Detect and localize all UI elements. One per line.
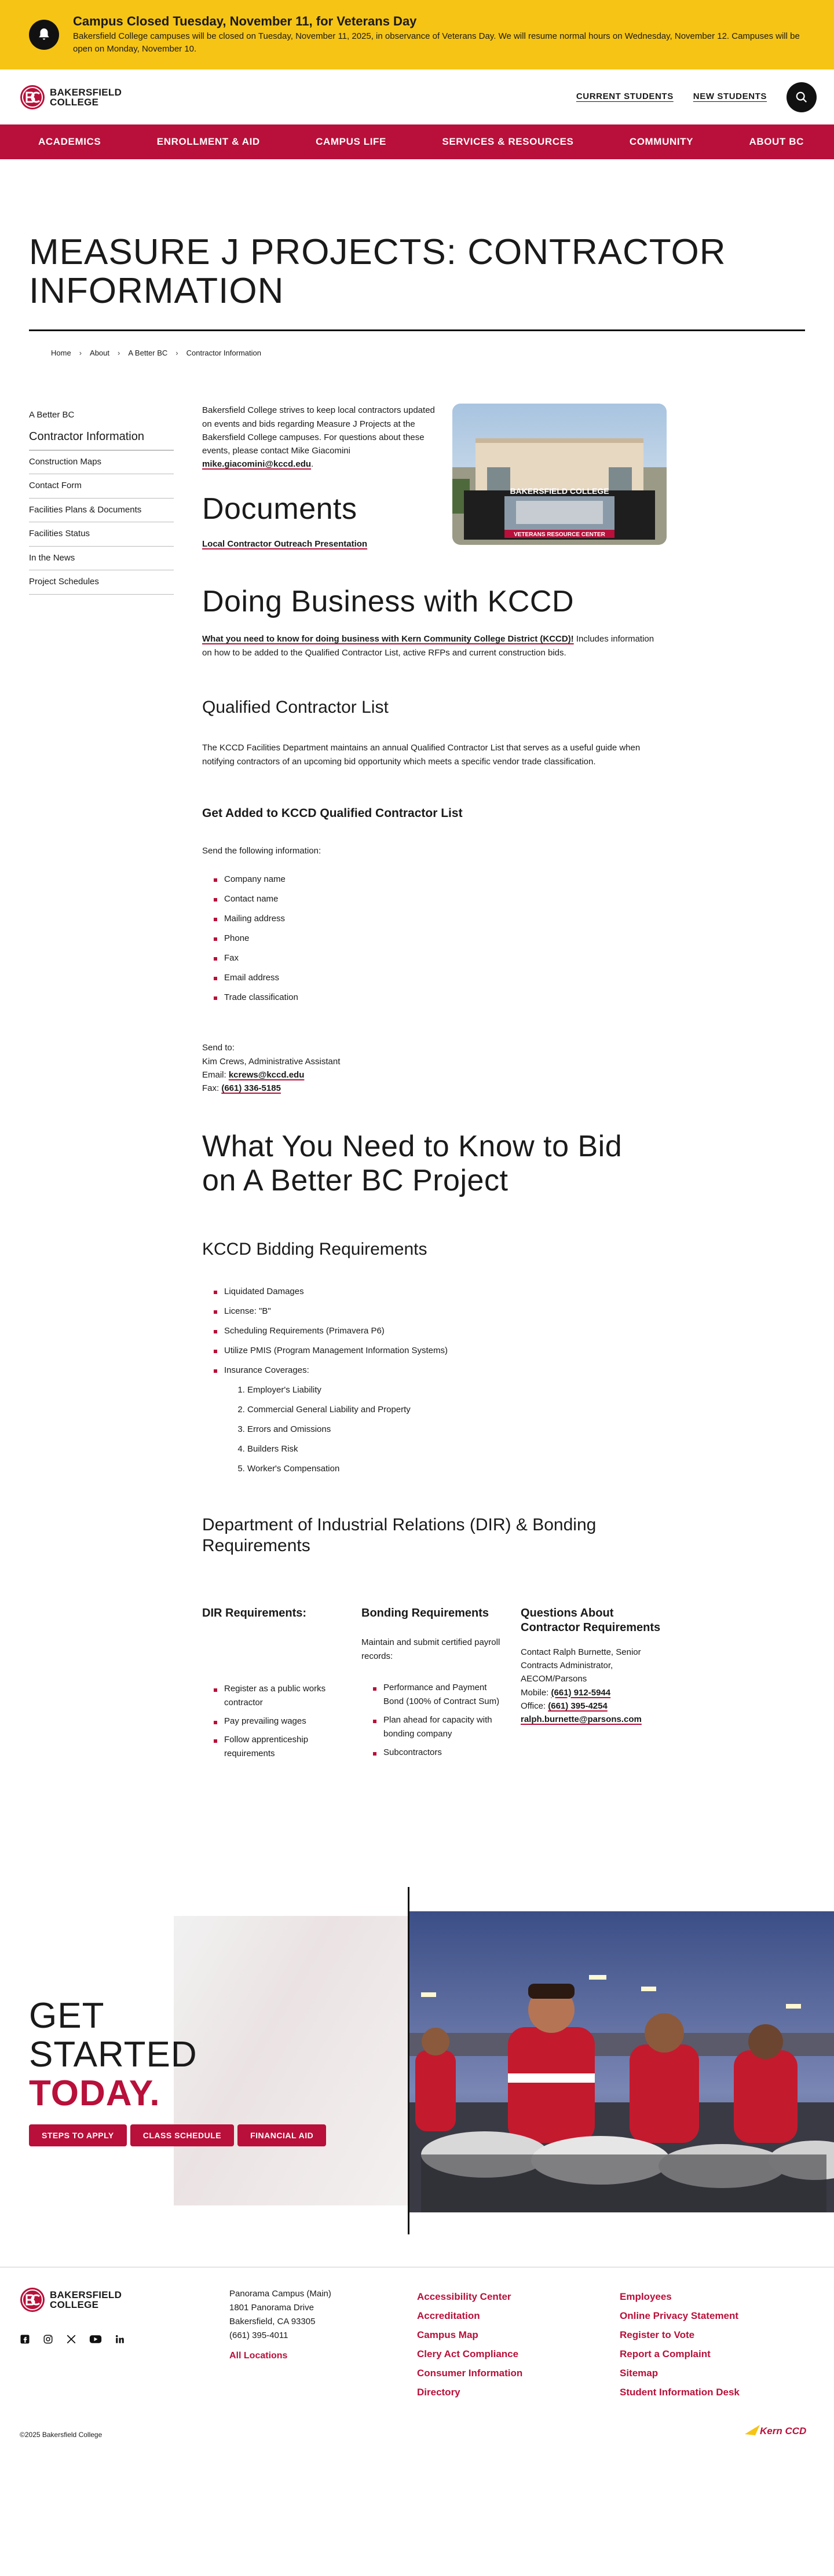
contact-email-link[interactable]: mike.giacomini@kccd.edu [202,459,312,470]
list-item: Scheduling Requirements (Primavera P6) [202,1321,665,1341]
blurred-background-image [174,1916,408,2205]
kcrews-email-link[interactable]: kcrews@kccd.edu [228,1069,305,1080]
footer-link[interactable]: Accreditation [417,2310,480,2322]
nav-campus-life[interactable]: CAMPUS LIFE [316,136,386,148]
doing-business-link[interactable]: What you need to know for doing business with Kern Community College District (KCCD)! [202,634,574,644]
logo-line-2: COLLEGE [50,96,99,108]
footer-link[interactable]: Campus Map [417,2329,478,2341]
veterans-center-photo [452,404,667,545]
documents-heading: Documents [202,492,357,526]
all-locations-link[interactable]: All Locations [229,2351,288,2361]
svg-text:Kern CCD: Kern CCD [760,2425,807,2437]
current-students-link[interactable]: CURRENT STUDENTS [576,91,674,102]
outreach-presentation-link[interactable]: Local Contractor Outreach Presentation [202,538,368,549]
dir-requirements-column [202,1606,361,1763]
dir-heading: Department of Industrial Relations (DIR) & Bonding Requirements [202,1515,597,1555]
bidding-requirements-heading: KCCD Bidding Requirements [202,1239,427,1259]
fax-link[interactable]: (661) 336-5185 [221,1083,281,1094]
sidenav-item-facilities-plans[interactable]: Facilities Plans & Documents [29,499,174,523]
nav-community[interactable]: COMMUNITY [629,136,694,148]
list-item: Subcontractors [361,1743,504,1762]
chevron-right-icon: › [118,348,120,357]
list-item: Fax [202,948,665,968]
logo-line-1: BAKERSFIELD [50,86,122,98]
page-title: MEASURE J PROJECTS: CONTRACTOR INFORMATION [29,232,726,311]
insurance-list [202,1380,665,1479]
footer-link[interactable]: Employees [620,2291,672,2303]
breadcrumb-home[interactable]: Home [51,348,71,357]
breadcrumb [0,331,834,359]
doing-business-heading: Doing Business with KCCD [202,584,575,618]
cta-buttons [29,2124,326,2146]
bidding-requirements-list [202,1282,665,1380]
office-phone-link[interactable]: (661) 395-4254 [548,1701,608,1711]
footer-links-column-2 [620,2287,740,2402]
breadcrumb-about[interactable]: About [90,348,110,357]
steps-to-apply-button[interactable]: STEPS TO APPLY [29,2124,127,2146]
get-started-heading: GET STARTED TODAY. [29,1996,197,2114]
campus-address: Panorama Campus (Main) 1801 Panorama Drive Bakersfield, CA 93305 (661) 395-4011 All Locations [229,2287,331,2364]
site-footer [0,2267,834,2439]
nav-enrollment-aid[interactable]: ENROLLMENT & AID [156,136,260,148]
footer-link[interactable]: Sitemap [620,2368,659,2379]
list-item: 1. Employer's Liability [247,1380,665,1400]
list-item: License: "B" [202,1302,665,1321]
list-item: Utilize PMIS (Program Management Information Systems) [202,1341,665,1361]
copyright: ©2025 Bakersfield College [20,2431,103,2439]
alert-title: Campus Closed Tuesday, November 11, for Veterans Day [73,14,417,29]
sidenav-item-project-schedules[interactable]: Project Schedules [29,570,174,595]
list-item: Contact name [202,889,665,909]
chevron-right-icon: › [175,348,178,357]
requirements-columns [202,1606,665,1763]
bc-logo-icon [20,2287,45,2313]
sidenav-parent-a-better-bc[interactable]: A Better BC [29,410,75,420]
nav-about-bc[interactable]: ABOUT BC [749,136,804,148]
alert-banner [0,0,834,69]
list-item: Trade classification [202,988,665,1007]
sidenav-item-facilities-status[interactable]: Facilities Status [29,522,174,547]
get-added-intro: Send the following information: [202,846,321,856]
contractor-contact: Contact Ralph Burnette, Senior Contracts Administrator, AECOM/Parsons Mobile: (661) 912-5944 Office: (661) 395-4254 ralph.burnette@parsons.com [521,1647,642,1725]
list-item: Email address [202,968,665,988]
photo-sign-text: BAKERSFIELD COLLEGE [510,486,609,496]
bonding-intro: Maintain and submit certified payroll records: [361,1637,500,1661]
search-button[interactable] [787,82,817,112]
main-content [202,404,665,1762]
list-item: Insurance Coverages: [202,1361,665,1380]
mobile-phone-link[interactable]: (661) 912-5944 [551,1687,611,1698]
facebook-icon[interactable] [20,2334,30,2349]
footer-link[interactable]: Accessibility Center [417,2291,511,2303]
breadcrumb-current: Contractor Information [186,348,261,357]
list-item: Performance and Payment Bond (100% of Contract Sum) [361,1679,504,1711]
list-item: Pay prevailing wages [202,1712,345,1731]
footer-link[interactable]: Clery Act Compliance [417,2348,519,2360]
new-students-link[interactable]: NEW STUDENTS [693,91,767,102]
breadcrumb-a-better-bc[interactable]: A Better BC [128,348,168,357]
linkedin-icon[interactable] [115,2334,125,2349]
get-added-heading: Get Added to KCCD Qualified Contractor List [202,807,463,820]
required-info-list [202,870,665,1007]
list-item: Liquidated Damages [202,1282,665,1302]
dir-requirements-heading: DIR Requirements: [202,1606,307,1619]
footer-link[interactable]: Online Privacy Statement [620,2310,739,2322]
bell-icon [29,20,59,50]
search-icon [795,91,808,104]
youtube-icon[interactable] [89,2334,102,2349]
nav-academics[interactable]: ACADEMICS [38,136,101,148]
qcl-text: The KCCD Facilities Department maintains an annual Qualified Contractor List that serves as a useful guide when notifying contractors of an upcoming bid opportunity which meets a specific vendor trade classification. [202,743,641,767]
list-item: Register as a public works contractor [202,1680,345,1712]
drumline-photo [409,1911,834,2212]
list-item: 5. Worker's Compensation [247,1459,665,1479]
sidenav-item-contact-form[interactable]: Contact Form [29,474,174,499]
send-to-block: Send to: Kim Crews, Administrative Assistant Email: kcrews@kccd.edu Fax: (661) 336-5185 [202,1043,341,1094]
ralph-email-link[interactable]: ralph.burnette@parsons.com [521,1714,642,1725]
footer-link[interactable]: Register to Vote [620,2329,695,2341]
footer-link[interactable]: Directory [417,2387,460,2398]
x-twitter-icon[interactable] [66,2334,76,2349]
list-item: Company name [202,870,665,889]
doing-business-text: What you need to know for doing business with Kern Community College District (KCCD)! Includes information on how to be added to the Qualified Contractor List, active RFPs and current construction bids. [202,634,654,658]
contractor-questions-heading: Questions About Contractor Requirements [521,1606,661,1634]
list-item: Phone [202,929,665,948]
footer-links-column-1 [417,2287,522,2402]
site-header [0,69,834,124]
instagram-icon[interactable] [43,2334,53,2349]
footer-link[interactable]: Student Information Desk [620,2387,740,2398]
list-item: 4. Builders Risk [247,1439,665,1459]
side-nav [29,404,174,595]
social-links [20,2334,125,2349]
list-item: Plan ahead for capacity with bonding company [361,1711,504,1743]
intro-text: Bakersfield College strives to keep local contractors updated on events and bids regarding Measure J Projects at the Bakersfield College campuses. For questions about these events, please contact Mike Giacomini mike.giacomini@kccd.edu. [202,405,435,470]
bid-heading: What You Need to Know to Bid on A Better BC Project [202,1130,623,1197]
bonding-requirements-column [361,1606,521,1763]
footer-logo[interactable]: BAKERSFIELD COLLEGE [20,2287,122,2313]
bc-logo-icon [20,85,45,110]
get-started-section [0,1887,834,2234]
qcl-heading: Qualified Contractor List [202,698,389,717]
kern-ccd-logo[interactable] [742,2423,812,2442]
sidenav-item-construction-maps[interactable]: Construction Maps [29,450,174,475]
chevron-right-icon: › [79,348,82,357]
alert-text: Bakersfield College campuses will be closed on Tuesday, November 11, 2025, in observance of Veterans Day. We will resume normal hours on Wednesday, November 12. Campuses will be open on Monday, November 10. [73,31,800,54]
college-logo[interactable] [20,85,122,110]
list-item: 3. Errors and Omissions [247,1420,665,1439]
main-nav [0,124,834,159]
contractor-questions-column [521,1606,665,1763]
sidenav-item-contractor-information[interactable]: Contractor Information [29,424,174,450]
nav-services-resources[interactable]: SERVICES & RESOURCES [442,136,574,148]
list-item: 2. Commercial General Liability and Property [247,1400,665,1420]
footer-link[interactable]: Consumer Information [417,2368,523,2379]
list-item: Follow apprenticeship requirements [202,1731,345,1763]
bonding-requirements-heading: Bonding Requirements [361,1606,489,1619]
class-schedule-button[interactable]: CLASS SCHEDULE [130,2124,234,2146]
financial-aid-button[interactable]: FINANCIAL AID [237,2124,326,2146]
photo-banner-text: VETERANS RESOURCE CENTER [514,532,605,538]
footer-link[interactable]: Report a Complaint [620,2348,711,2360]
content-area [0,358,834,1887]
list-item: Mailing address [202,909,665,929]
sidenav-item-in-the-news[interactable]: In the News [29,547,174,571]
